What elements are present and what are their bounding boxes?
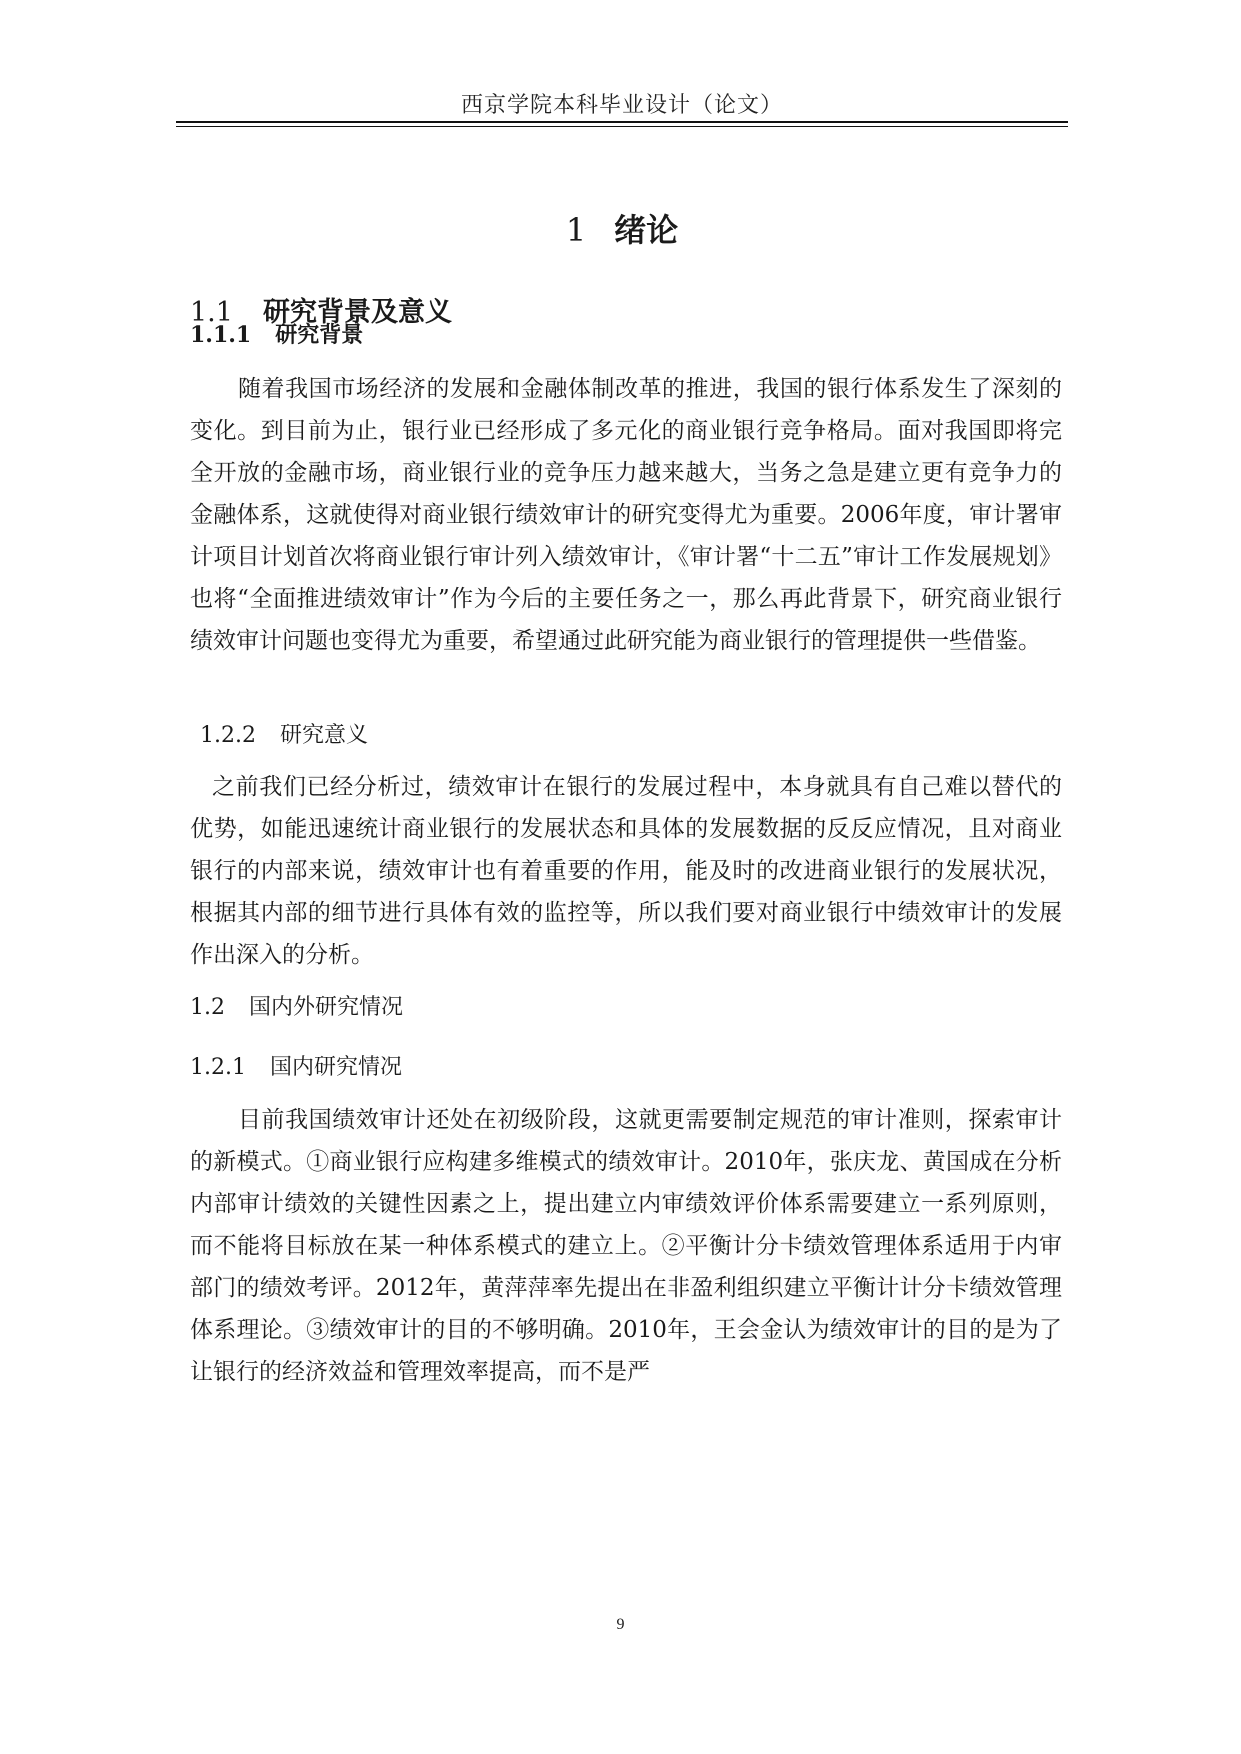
- paragraph-background: 随着我国市场经济的发展和金融体制改革的推进，我国的银行体系发生了深刻的变化。到目前为止，银行业已经形成了多元化的商业银行竞争格局。面对我国即将完全开放的金融市场，商业银行业的竞争压力越来越大，当务之急是建立更有竞争力的金融体系，这就使得对商业银行绩效审计的研究变得尤为重要。2006年度，审计署审计项目计划首次将商业银行审计列入绩效审计，《审计署“十二五”审计工作发展规划》也将“全面推进绩效审计”作为今后的主要任务之一，那么再此背景下，研究商业银行绩效审计问题也变得尤为重要，希望通过此研究能为商业银行的管理提供一些借鉴。: [190, 376, 1062, 654]
- section-number: 1.2: [190, 995, 225, 1020]
- running-header: 西京学院本科毕业设计（论文）: [460, 93, 783, 118]
- subsection-heading-1-2-1: [190, 1050, 402, 1081]
- subsection-number: 1.1.1: [190, 322, 252, 348]
- paragraph-domestic-research: 目前我国绩效审计还处在初级阶段，这就更需要制定规范的审计准则，探索审计的新模式。①商业银行应构建多维模式的绩效审计。2010年，张庆龙、黄国成在分析内部审计绩效的关键性因素之上，提出建立内审绩效评价体系需要建立一系列原则，而不能将目标放在某一种体系模式的建立上。②平衡计分卡绩效管理体系适用于内审部门的绩效考评。2012年，黄萍萍率先提出在非盈利组织建立平衡计计分卡绩效管理体系理论。③绩效审计的目的不够明确。2010年，王会金认为绩效审计的目的是为了让银行的经济效益和管理效率提高，而不是严: [190, 1107, 1062, 1385]
- chapter-number: 1: [565, 211, 587, 249]
- subsection-heading-1-1-1: [190, 318, 363, 349]
- subsection-title: 研究意义: [279, 723, 368, 748]
- section-heading-1-2: [190, 990, 403, 1021]
- subsection-title: 国内研究情况: [269, 1055, 402, 1080]
- header-rule-thick: [176, 121, 1068, 123]
- chapter-title: [176, 205, 1068, 251]
- paragraph-significance: 之前我们已经分析过，绩效审计在银行的发展过程中，本身就具有自己难以替代的优势，如能迅速统计商业银行的发展状态和具体的发展数据的反反应情况，且对商业银行的内部来说，绩效审计也有着重要的作用，能及时的改进商业银行的发展状况，根据其内部的细节进行具体有效的监控等，所以我们要对商业银行中绩效审计的发展作出深入的分析。: [190, 774, 1062, 968]
- section-title: 研究背景及意义: [262, 297, 452, 328]
- header-rule-thin: [176, 126, 1068, 127]
- subsection-number: 1.2.2: [200, 723, 256, 748]
- subsection-title: 研究背景: [275, 322, 364, 348]
- section-title: 国内外研究情况: [249, 995, 404, 1020]
- subsection-heading-1-2-2: [200, 718, 368, 749]
- section-number: 1.1: [190, 297, 233, 328]
- chapter-title-text: 绪论: [614, 211, 679, 249]
- subsection-number: 1.2.1: [190, 1055, 246, 1080]
- page-number: 9: [616, 1616, 625, 1633]
